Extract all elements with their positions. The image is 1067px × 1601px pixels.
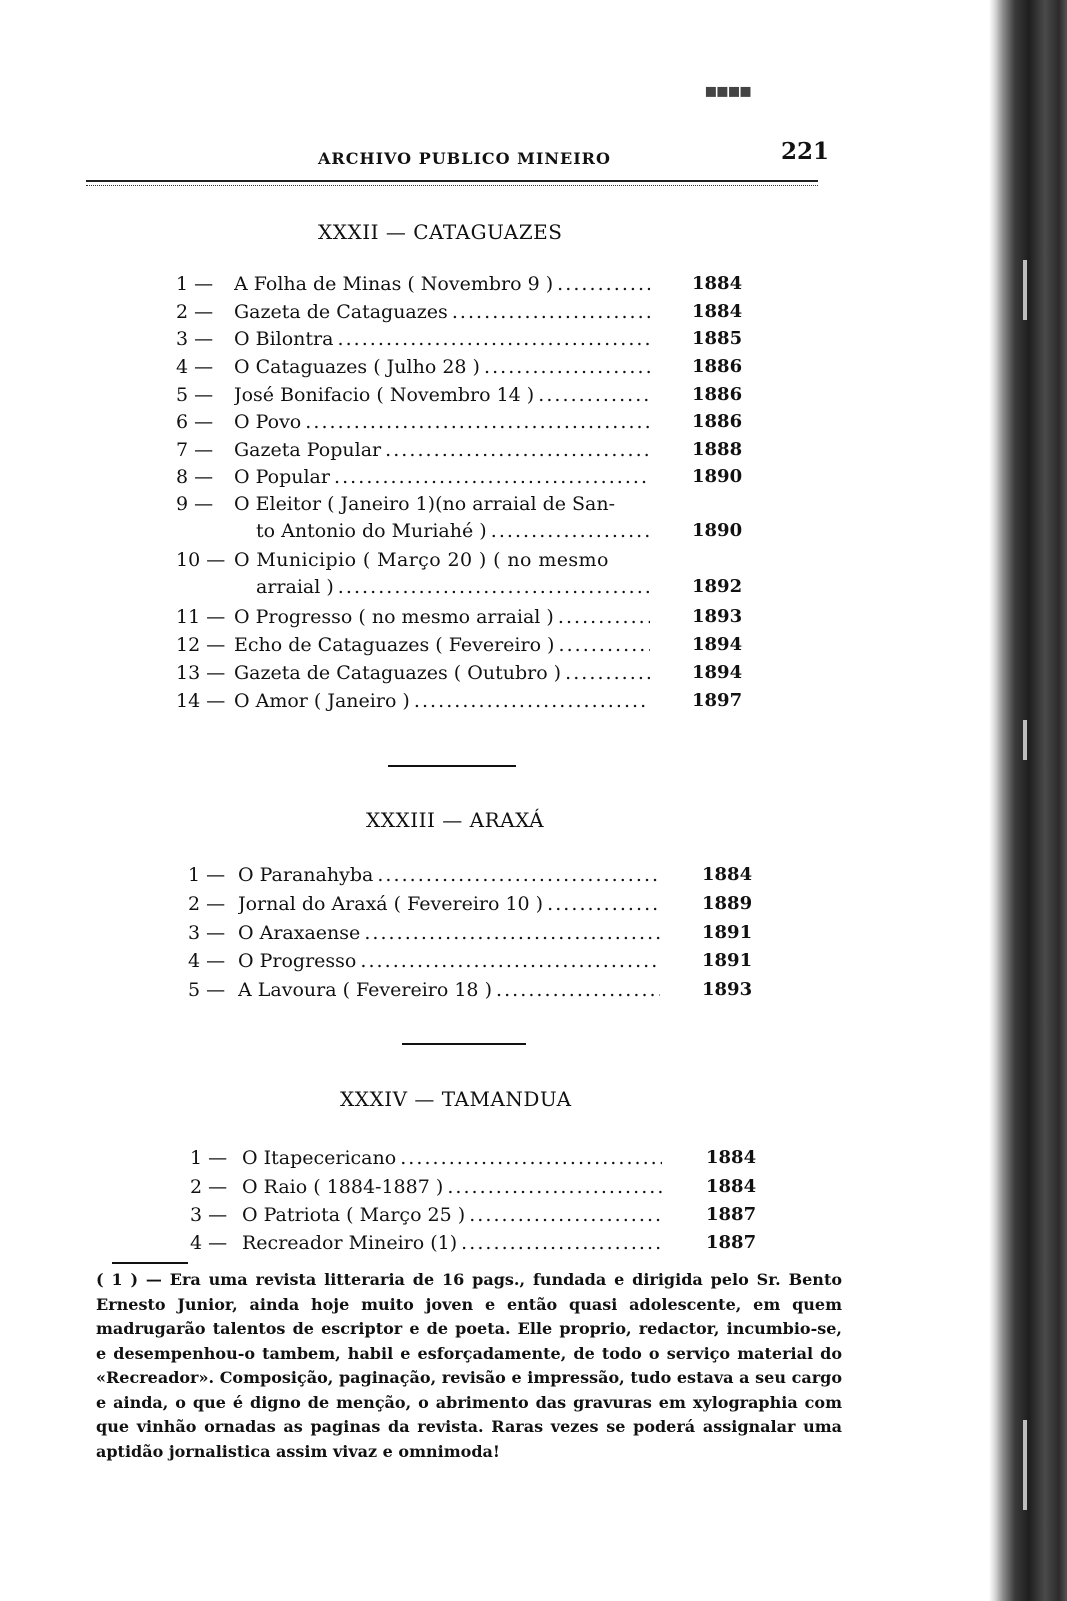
section-divider	[388, 765, 516, 767]
section-divider	[402, 1043, 526, 1045]
list-item: 9 — O Eleitor ( Janeiro 1)(no arraial de San- to Antonio do Muriahé ) . . . 1890	[176, 491, 736, 545]
section-title-araxa: XXXIII — ARAXÁ	[366, 808, 545, 832]
footnote-text: ( 1 ) — Era uma revista litteraria de 16 pags., fundada e dirigida pelo Sr. Bento Ernesto Junior, ainda hoje muito joven e então quasi adolescente, em quem madrugarão talentos de escriptor e de poeta. Elle proprio, redactor, incumbio-se, e desempenhou-o tambem, habil e esforçadamente, de todo o serviço material do «Recreador». Composição, paginação, revisão e impressão, tudo estava a seu cargo e ainda, o que é digno de menção, o abrimento das gravuras em xylographia com que vinhão ornadas as paginas da revista. Raras vezes se poderá assignalar uma aptidão jornalistica assim vivaz e omnimoda!	[96, 1270, 842, 1461]
scan-artifact-mark: ▪▪▪▪	[704, 78, 751, 102]
running-head: ARCHIVO PUBLICO MINEIRO	[318, 149, 611, 168]
footnote	[96, 1268, 842, 1464]
page-number: 221	[781, 138, 830, 165]
binding-edge	[989, 0, 1067, 1601]
book-page: ▪▪▪▪ ARCHIVO PUBLICO MINEIRO 221 XXXII — CATAGUAZES 1 — A Folha de Minas ( Novembro 9 ) . . . 1884 2 — Gazeta de Cataguazes . . . 1884 3 — O Bilontra . . . 1885 4 — O Cataguazes ( Julho 28 ) . . . 1886 5 — José Bonifacio ( Novembro 14 ) . . . 1886 6 — O Povo . . . 1886 7 — Gazeta Popular . . . 1888 8 — O Popular . . . 1890 9 — O Eleitor ( Janeiro 1)(no arraial de San- to Antonio do Muriahé ) . . . 1890 10 — O Municipio ( Março 20 ) ( no mesmo arraial ) . . . 1892 11 — O Progresso ( no mesmo arraial ) . . . 1893 12 — Echo de Cataguazes ( Fevereiro ) . . . 1894 13 — Gazeta de Cataguazes ( Outubro ) . . . 1894 14 — O Amor ( Janeiro ) . . . 1897 XXXIII — ARAXÁ 1 — O Paranahyba . . . 1884 2 — Jornal do Araxá ( Fevereiro 10 ) . . . 1889 3 — O Araxaense . . . 1891 4 — O Progresso . . . 1891 5 — A Lavoura ( Fevereiro 18 ) . . . 1893 XXXIV — TAMANDUA 1 — O Itapecericano . . . 1884 2 — O Raio ( 1884-1887 ) . . . 1884 3 — O Patriota ( Março 25 ) . . . 1887 4 — Recreador Mineiro (1) . . . 1887 ( 1 ) — Era uma revista litteraria de 16 pags., fundada e dirigida pelo Sr. Bento Ernesto Junior, ainda hoje muito joven e então quasi adolescente, em quem madrugarão talentos de escriptor e de poeta. Elle proprio, redactor, incumbio-se, e desempenhou-o tambem, habil e esforçadamente, de todo o serviço material do «Recreador». Composição, paginação, revisão e impressão, tudo estava a seu cargo e ainda, o que é digno de menção, o abrimento das gravuras em xylographia com que vinhão ornadas as paginas da revista. Raras vezes se poderá assignalar uma aptidão jornalistica assim vivaz e omnimoda!	[0, 0, 980, 1601]
header-rule	[86, 180, 818, 186]
section-title-tamandua: XXXIV — TAMANDUA	[340, 1087, 572, 1111]
footnote-rule	[112, 1262, 188, 1264]
list-item: 10 — O Municipio ( Março 20 ) ( no mesmo arraial ) . . . 1892	[176, 547, 736, 601]
section-title-cataguazes: XXXII — CATAGUAZES	[318, 220, 563, 244]
